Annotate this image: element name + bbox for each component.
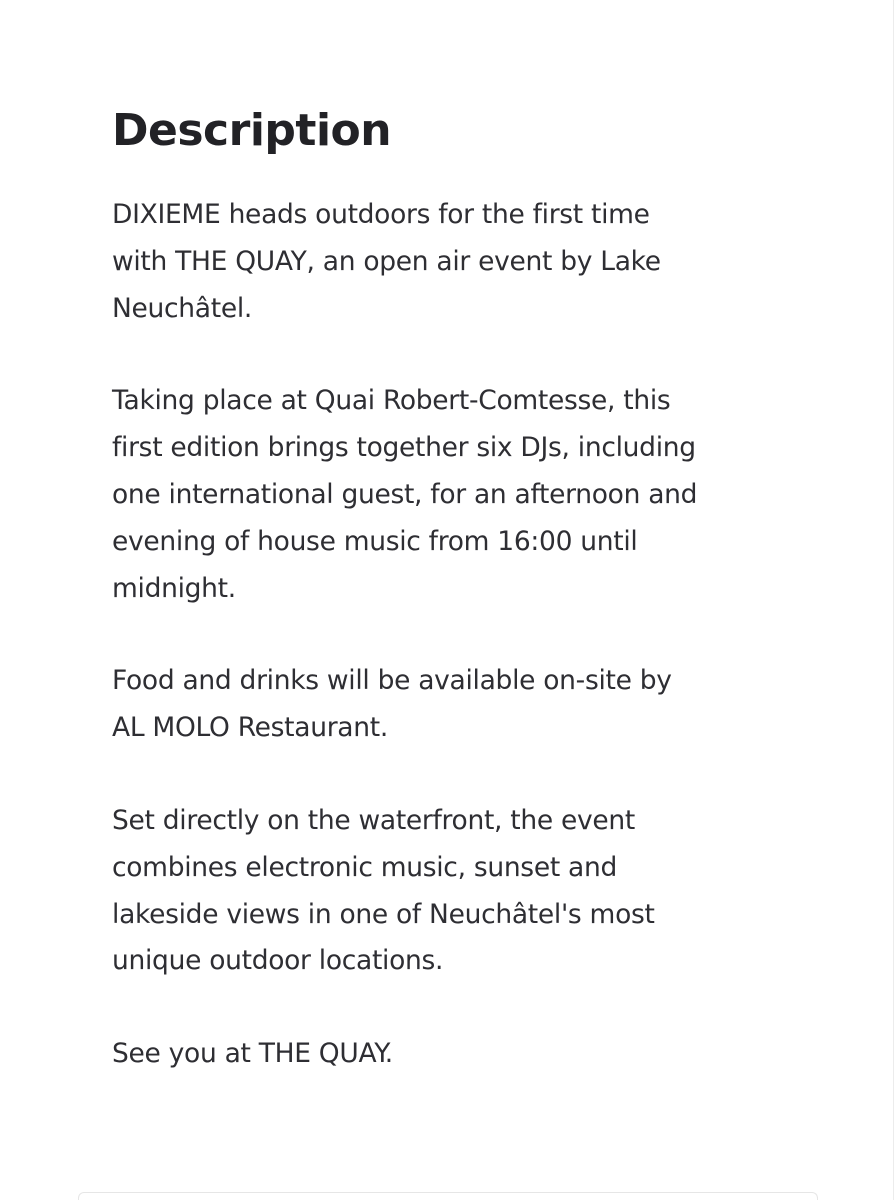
paragraph-signoff xyxy=(112,1031,792,1078)
paragraph-line: Neuchâtel. xyxy=(112,292,253,324)
paragraph-line: with THE QUAY, an open air event by Lake xyxy=(112,245,661,277)
paragraph-line: lakeside views in one of Neuchâtel's most xyxy=(112,898,655,930)
paragraph-line: one international guest, for an afternoon and xyxy=(112,478,698,510)
paragraph-line: combines electronic music, sunset and xyxy=(112,851,617,883)
paragraph-location xyxy=(112,798,792,985)
paragraph-line: See you at THE QUAY. xyxy=(112,1038,393,1070)
paragraph-food xyxy=(112,658,792,752)
paragraph-line: midnight. xyxy=(112,572,236,604)
description-section xyxy=(112,100,792,1124)
paragraph-line: unique outdoor locations. xyxy=(112,945,444,977)
section-title: Description xyxy=(112,105,392,156)
description-body xyxy=(112,192,792,1078)
paragraph-line: AL MOLO Restaurant. xyxy=(112,712,388,744)
paragraph-intro xyxy=(112,192,792,332)
next-card-edge xyxy=(78,1192,818,1200)
paragraph-line: Taking place at Quai Robert-Comtesse, this xyxy=(112,385,671,417)
paragraph-line: Set directly on the waterfront, the event xyxy=(112,804,635,836)
paragraph-line: first edition brings together six DJs, including xyxy=(112,432,696,464)
paragraph-line: DIXIEME heads outdoors for the first time xyxy=(112,199,650,230)
paragraph-lineup xyxy=(112,378,792,612)
paragraph-line: evening of house music from 16:00 until xyxy=(112,525,638,557)
paragraph-line: Food and drinks will be available on-site by xyxy=(112,665,672,697)
